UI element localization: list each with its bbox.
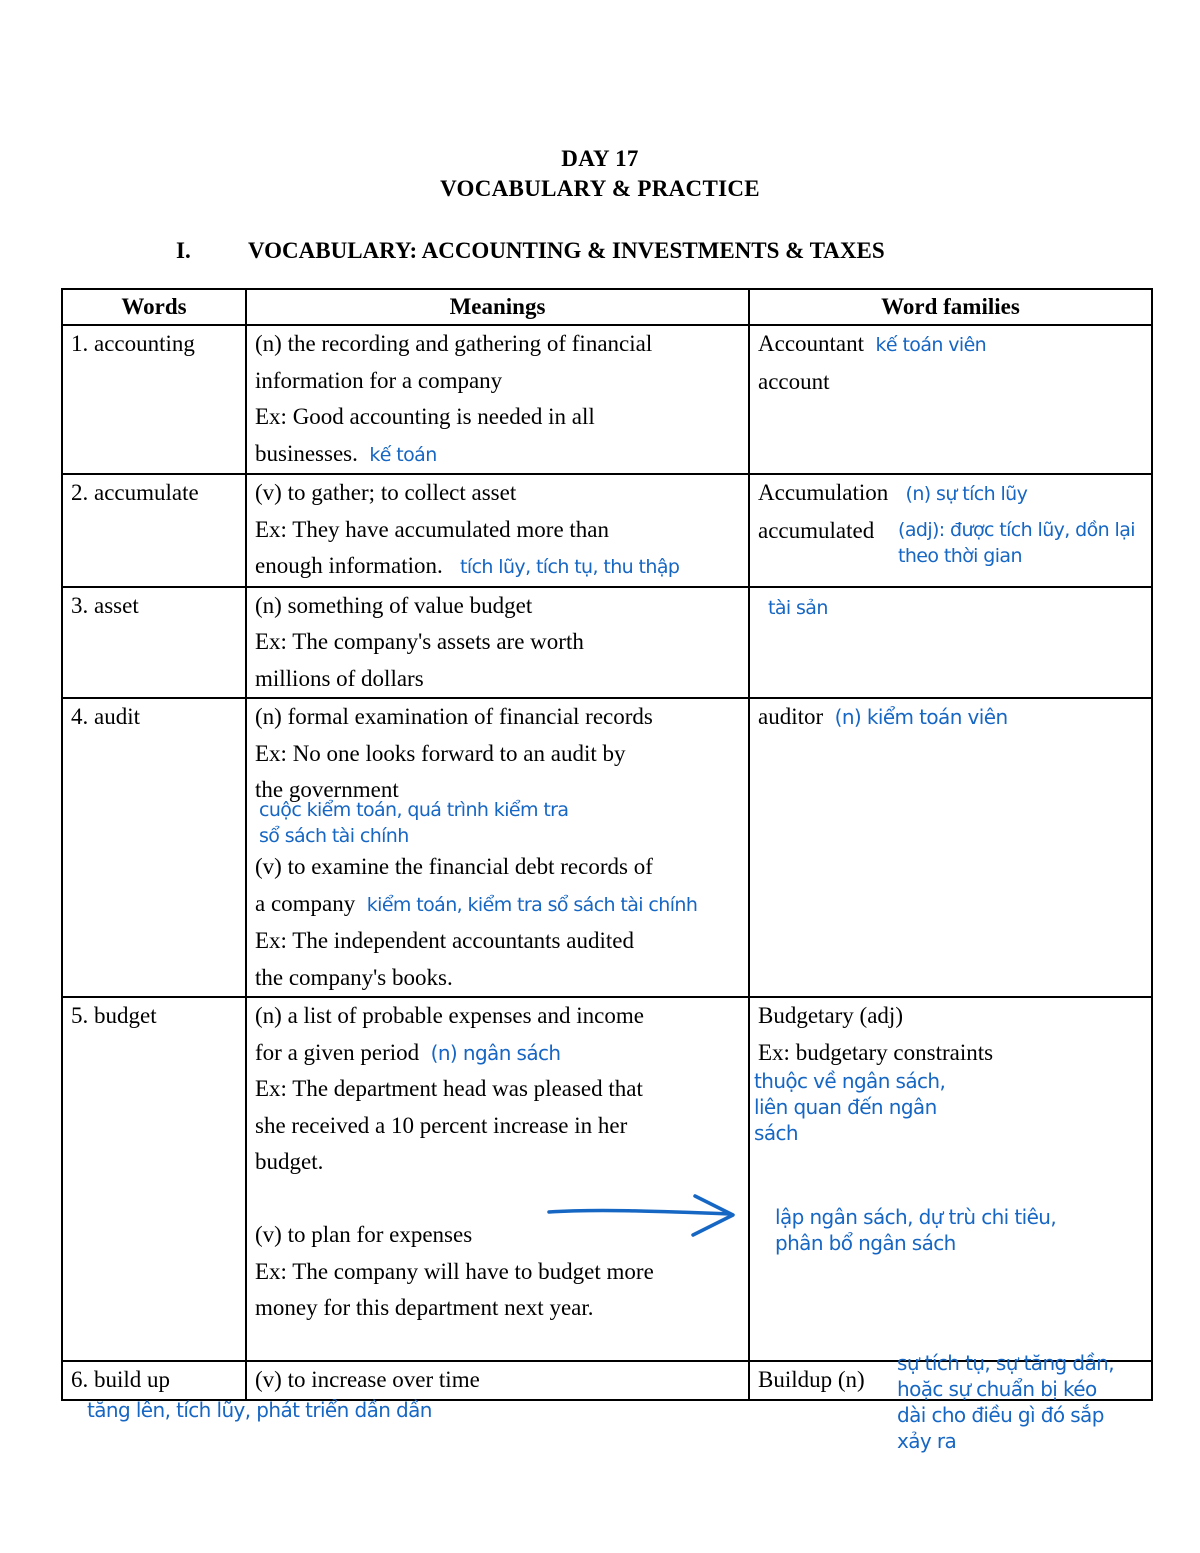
example-line: Ex: The company will have to budget more [255, 1258, 654, 1284]
family-word: Buildup (n) [758, 1367, 865, 1392]
word-cell: 5. budget [62, 997, 246, 1361]
word-cell: 6. build up [62, 1361, 246, 1400]
section-title: VOCABULARY: ACCOUNTING & INVESTMENTS & TAXES [248, 238, 885, 263]
meaning-line: (v) to plan for expenses [255, 1222, 473, 1247]
family-cell [749, 587, 1152, 699]
example-line: enough information. [255, 553, 443, 578]
family-cell [749, 474, 1152, 587]
handwritten-note: kế toán [369, 443, 437, 466]
meaning-cell [246, 474, 749, 587]
table-row [62, 474, 1152, 587]
meaning-line: a company [255, 890, 356, 916]
example-line: Ex: Good accounting is needed in all [255, 404, 595, 429]
meaning-cell [246, 325, 749, 474]
table-row [62, 325, 1152, 474]
word-cell: 4. audit [62, 698, 246, 997]
handwritten-note: kế toán viên [875, 334, 987, 356]
meaning-cell [246, 587, 749, 699]
example-line: Ex: They have accumulated more than [255, 516, 610, 542]
family-word: Budgetary (adj) [758, 1003, 903, 1028]
section-heading [176, 238, 885, 264]
arrow-icon [545, 1192, 740, 1238]
family-word: Accumulation [758, 480, 889, 505]
example-line: millions of dollars [255, 665, 424, 691]
section-number: I. [176, 238, 191, 263]
family-cell [749, 698, 1152, 997]
word-cell: 2. accumulate [62, 474, 246, 587]
example-line: money for this department next year. [255, 1295, 594, 1320]
family-word: accumulated [758, 517, 875, 543]
handwritten-note: (n) sự tích lũy [905, 483, 1028, 505]
handwritten-note: thuộc về ngân sách, liên quan đến ngân sách [754, 1069, 946, 1145]
day-title: DAY 17 [561, 146, 639, 171]
meaning-line: for a given period [255, 1039, 420, 1065]
handwritten-note: tích lũy, tích tụ, thu thập [460, 556, 680, 578]
example-line: Ex: The department head was pleased that [255, 1076, 643, 1101]
example-line: she received a 10 percent increase in her [255, 1112, 628, 1138]
word-cell: 3. asset [62, 587, 246, 699]
meaning-cell [246, 698, 749, 997]
meaning-line: (n) formal examination of financial records [255, 704, 653, 729]
meaning-line: information for a company [255, 367, 503, 393]
table-row [62, 587, 1152, 699]
meaning-line: (v) to gather; to collect asset [255, 480, 517, 505]
handwritten-note: lập ngân sách, dự trù chi tiêu, phân bổ ngân sách [775, 1205, 1057, 1255]
meaning-line: (n) something of value budget [255, 592, 533, 618]
handwritten-note: (adj): được tích lũy, dồn lại theo thời gian [898, 519, 1135, 567]
page-subtitle: VOCABULARY & PRACTICE [440, 176, 760, 201]
example-line: the government [255, 777, 399, 802]
example-line: Ex: No one looks forward to an audit by [255, 740, 626, 766]
meaning-line: (v) to increase over time [255, 1367, 480, 1392]
handwritten-note: cuộc kiểm toán, quá trình kiểm tra sổ sách tài chính [259, 799, 569, 847]
meaning-cell [246, 997, 749, 1361]
example-line: businesses. [255, 440, 358, 466]
word-cell: 1. accounting [62, 325, 246, 474]
header-words: Words [62, 289, 246, 325]
example-line: Ex: The company's assets are worth [255, 629, 584, 654]
header-meanings: Meanings [246, 289, 749, 325]
example-line: Ex: budgetary constraints [758, 1039, 994, 1065]
example-line: Ex: The independent accountants audited [255, 928, 634, 953]
table-header-row [62, 289, 1152, 325]
meaning-line: (n) a list of probable expenses and income [255, 1003, 644, 1028]
family-word: account [758, 368, 830, 394]
meaning-cell [246, 1361, 749, 1400]
meaning-line: (n) the recording and gathering of financial [255, 331, 653, 356]
family-word: Accountant [758, 331, 865, 356]
example-line: the company's books. [255, 964, 453, 990]
example-line: budget. [255, 1149, 324, 1174]
table-row [62, 698, 1152, 997]
handwritten-note: sự tích tụ, sự tăng dần, hoặc sự chuẩn bị kéo dài cho điều gì đó sắp xảy ra [897, 1351, 1114, 1453]
handwritten-note: tăng lên, tích lũy, phát triển dần dần [87, 1398, 432, 1422]
family-cell [749, 997, 1152, 1361]
header-word-families: Word families [749, 289, 1152, 325]
handwritten-note: (n) kiểm toán viên [834, 705, 1008, 729]
handwritten-note: (n) ngân sách [430, 1040, 561, 1065]
family-cell [749, 325, 1152, 474]
table-row [62, 997, 1152, 1361]
meaning-line: (v) to examine the financial debt records of [255, 854, 653, 879]
handwritten-note: kiểm toán, kiểm tra sổ sách tài chính [366, 893, 698, 916]
family-word: auditor [758, 704, 824, 729]
handwritten-note: tài sản [768, 596, 828, 619]
